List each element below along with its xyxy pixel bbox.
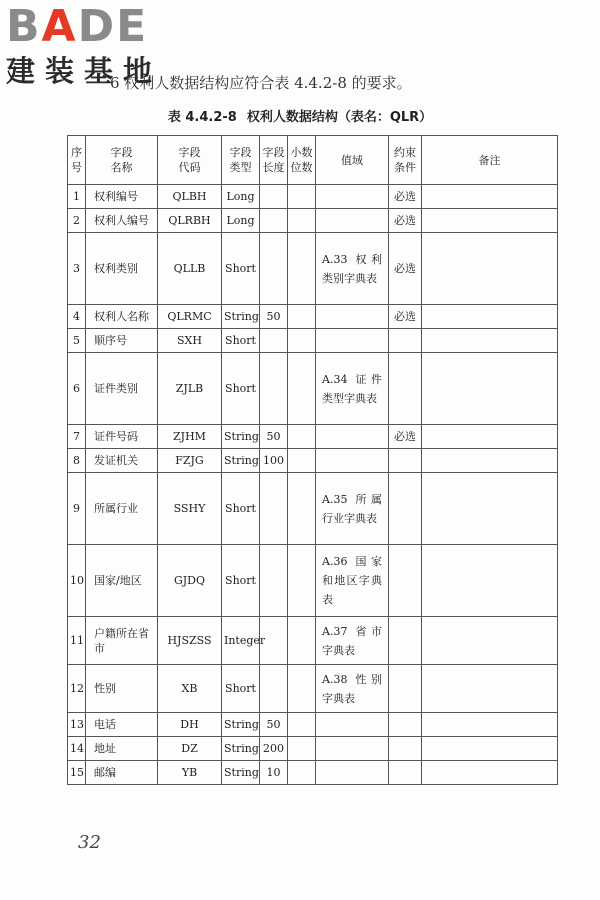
cell-note: [422, 665, 558, 713]
cell-code: ZJHM: [158, 425, 222, 449]
cell-note: [422, 305, 558, 329]
cell-name: 发证机关: [86, 449, 158, 473]
cell-no: 13: [68, 713, 86, 737]
cell-no: 2: [68, 209, 86, 233]
cell-constraint: [389, 329, 422, 353]
cell-length: [260, 665, 288, 713]
cell-type: Integer: [222, 617, 260, 665]
cell-code: YB: [158, 761, 222, 785]
cell-domain: [316, 209, 389, 233]
cell-name: 国家/地区: [86, 545, 158, 617]
cell-length: 50: [260, 713, 288, 737]
cell-length: 50: [260, 425, 288, 449]
cell-domain: [316, 185, 389, 209]
cell-note: [422, 329, 558, 353]
cell-note: [422, 545, 558, 617]
cell-domain: A.36 国家和地区字典表: [316, 545, 389, 617]
cell-name: 权利人编号: [86, 209, 158, 233]
header-col-type: 字段 类型: [222, 136, 260, 185]
table-row: [68, 761, 558, 785]
cell-code: FZJG: [158, 449, 222, 473]
cell-name: 证件类别: [86, 353, 158, 425]
table-body: [68, 185, 558, 785]
cell-decimals: [288, 209, 316, 233]
cell-length: 50: [260, 305, 288, 329]
table-caption-title: 权利人数据结构（表名：QLR）: [246, 110, 433, 125]
cell-name: 地址: [86, 737, 158, 761]
table-row: [68, 737, 558, 761]
cell-no: 5: [68, 329, 86, 353]
cell-type: Short: [222, 233, 260, 305]
header-col-no: 序 号: [68, 136, 86, 185]
cell-constraint: [389, 473, 422, 545]
cell-length: [260, 329, 288, 353]
cell-type: String: [222, 713, 260, 737]
cell-note: [422, 209, 558, 233]
cell-name: 邮编: [86, 761, 158, 785]
cell-domain: [316, 737, 389, 761]
cell-name: 权利人名称: [86, 305, 158, 329]
cell-no: 12: [68, 665, 86, 713]
cell-decimals: [288, 617, 316, 665]
cell-decimals: [288, 665, 316, 713]
cell-note: [422, 713, 558, 737]
cell-code: SXH: [158, 329, 222, 353]
cell-type: Short: [222, 473, 260, 545]
cell-constraint: [389, 713, 422, 737]
data-structure-table: [67, 135, 558, 785]
cell-decimals: [288, 425, 316, 449]
cell-code: QLRMC: [158, 305, 222, 329]
cell-constraint: 必选: [389, 233, 422, 305]
cell-code: HJSZSS: [158, 617, 222, 665]
cell-length: [260, 353, 288, 425]
table-row: [68, 329, 558, 353]
cell-code: DZ: [158, 737, 222, 761]
header-col-name: 字段 名称: [86, 136, 158, 185]
table-row: [68, 209, 558, 233]
cell-length: [260, 545, 288, 617]
cell-constraint: 必选: [389, 305, 422, 329]
cell-code: DH: [158, 713, 222, 737]
table-row: [68, 449, 558, 473]
cell-name: 权利编号: [86, 185, 158, 209]
intro-text: 6 权利人数据结构应符合表 4.4.2-8 的要求。: [110, 74, 412, 92]
cell-code: QLLB: [158, 233, 222, 305]
cell-note: [422, 617, 558, 665]
cell-decimals: [288, 545, 316, 617]
cell-domain: [316, 425, 389, 449]
cell-decimals: [288, 761, 316, 785]
cell-domain: [316, 449, 389, 473]
cell-note: [422, 425, 558, 449]
cell-domain: A.34 证件类型字典表: [316, 353, 389, 425]
table-row: [68, 665, 558, 713]
cell-name: 顺序号: [86, 329, 158, 353]
cell-type: Short: [222, 353, 260, 425]
cell-code: SSHY: [158, 473, 222, 545]
table-row: [68, 353, 558, 425]
cell-type: String: [222, 737, 260, 761]
cell-name: 户籍所在省市: [86, 617, 158, 665]
cell-no: 6: [68, 353, 86, 425]
cell-decimals: [288, 473, 316, 545]
header-col-note: 备注: [422, 136, 558, 185]
table-row: [68, 473, 558, 545]
cell-constraint: [389, 353, 422, 425]
cell-no: 1: [68, 185, 86, 209]
cell-no: 9: [68, 473, 86, 545]
cell-constraint: [389, 617, 422, 665]
table-row: [68, 305, 558, 329]
cell-type: Short: [222, 329, 260, 353]
header-col-constraint: 约束 条件: [389, 136, 422, 185]
cell-constraint: [389, 545, 422, 617]
cell-type: String: [222, 425, 260, 449]
cell-domain: [316, 329, 389, 353]
cell-constraint: 必选: [389, 209, 422, 233]
cell-length: 100: [260, 449, 288, 473]
cell-note: [422, 449, 558, 473]
table-row: [68, 617, 558, 665]
cell-code: QLBH: [158, 185, 222, 209]
cell-decimals: [288, 305, 316, 329]
header-col-domain: 值域: [316, 136, 389, 185]
cell-no: 3: [68, 233, 86, 305]
cell-domain: [316, 305, 389, 329]
cell-no: 7: [68, 425, 86, 449]
cell-type: Short: [222, 545, 260, 617]
table-caption: [0, 106, 600, 125]
cell-length: 200: [260, 737, 288, 761]
cell-decimals: [288, 329, 316, 353]
header-col-code: 字段 代码: [158, 136, 222, 185]
table-row: [68, 713, 558, 737]
cell-decimals: [288, 713, 316, 737]
cell-note: [422, 353, 558, 425]
cell-type: Short: [222, 665, 260, 713]
header-col-length: 字段 长度: [260, 136, 288, 185]
cell-domain: [316, 713, 389, 737]
cell-constraint: [389, 761, 422, 785]
cell-decimals: [288, 449, 316, 473]
cell-constraint: 必选: [389, 425, 422, 449]
cell-type: Long: [222, 185, 260, 209]
cell-decimals: [288, 185, 316, 209]
cell-note: [422, 737, 558, 761]
cell-domain: A.33 权利类别字典表: [316, 233, 389, 305]
cell-code: XB: [158, 665, 222, 713]
cell-decimals: [288, 353, 316, 425]
cell-name: 证件号码: [86, 425, 158, 449]
cell-name: 电话: [86, 713, 158, 737]
cell-no: 14: [68, 737, 86, 761]
logo-subtitle: 建装基地: [6, 54, 163, 88]
cell-length: [260, 473, 288, 545]
cell-domain: A.35 所属行业字典表: [316, 473, 389, 545]
cell-no: 11: [68, 617, 86, 665]
cell-type: String: [222, 305, 260, 329]
cell-decimals: [288, 233, 316, 305]
cell-type: Long: [222, 209, 260, 233]
cell-no: 8: [68, 449, 86, 473]
cell-type: String: [222, 449, 260, 473]
cell-constraint: [389, 665, 422, 713]
table-row: [68, 545, 558, 617]
header-col-decimals: 小数 位数: [288, 136, 316, 185]
page-number: 32: [78, 832, 101, 853]
cell-domain: A.37 省市字典表: [316, 617, 389, 665]
cell-type: String: [222, 761, 260, 785]
logo-wordmark: BADE: [6, 1, 149, 52]
cell-name: 所属行业: [86, 473, 158, 545]
table-row: [68, 233, 558, 305]
cell-name: 权利类别: [86, 233, 158, 305]
cell-length: [260, 209, 288, 233]
cell-domain: A.38 性别字典表: [316, 665, 389, 713]
cell-length: 10: [260, 761, 288, 785]
cell-constraint: [389, 737, 422, 761]
cell-length: [260, 233, 288, 305]
cell-constraint: [389, 449, 422, 473]
cell-note: [422, 233, 558, 305]
cell-domain: [316, 761, 389, 785]
cell-no: 10: [68, 545, 86, 617]
cell-length: [260, 185, 288, 209]
table-caption-number: 表 4.4.2-8: [167, 110, 237, 125]
cell-no: 15: [68, 761, 86, 785]
cell-code: ZJLB: [158, 353, 222, 425]
cell-code: QLRBH: [158, 209, 222, 233]
cell-note: [422, 473, 558, 545]
table-header-row: [68, 136, 558, 185]
table-row: [68, 425, 558, 449]
cell-note: [422, 185, 558, 209]
cell-decimals: [288, 737, 316, 761]
cell-no: 4: [68, 305, 86, 329]
cell-code: GJDQ: [158, 545, 222, 617]
cell-constraint: 必选: [389, 185, 422, 209]
table-row: [68, 185, 558, 209]
cell-note: [422, 761, 558, 785]
cell-name: 性别: [86, 665, 158, 713]
